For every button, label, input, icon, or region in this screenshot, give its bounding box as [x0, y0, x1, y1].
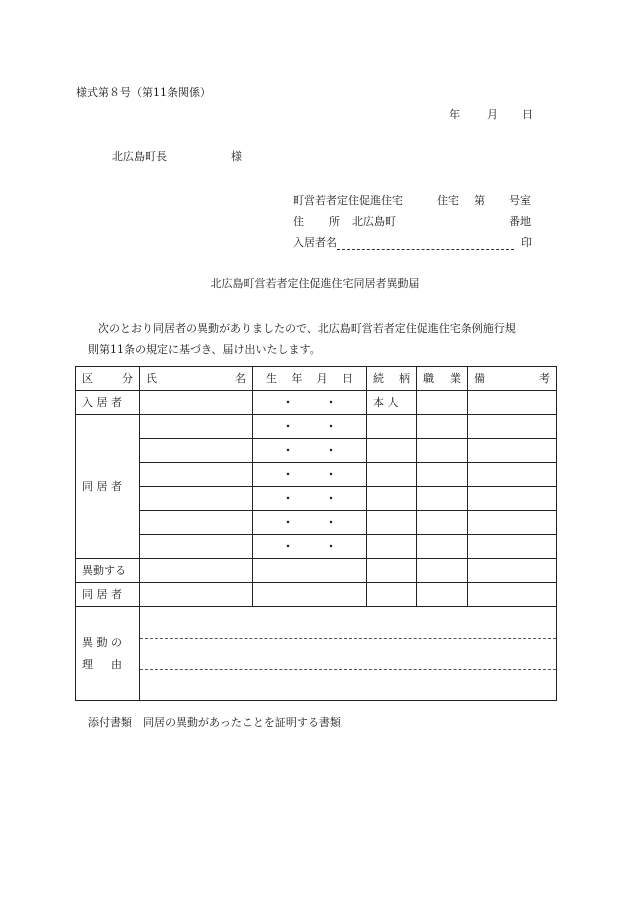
- occupation-cell[interactable]: [417, 511, 468, 535]
- relation-cell[interactable]: [367, 511, 417, 535]
- table-row: [76, 391, 557, 415]
- cohabitant-label: 同 居 者: [76, 415, 140, 559]
- date-month-label: 月: [487, 108, 498, 121]
- name-cell[interactable]: [140, 583, 253, 607]
- resident-name-text: 入居者名: [293, 236, 337, 249]
- body-text-line-2: 則第11条の規定に基づき、届け出いたします。: [88, 343, 321, 356]
- room-number-label: 号室: [509, 194, 531, 207]
- reason-dashed-line: [140, 638, 556, 639]
- birthdate-cell[interactable]: ・ ・: [253, 535, 367, 559]
- address-town: 北広島町: [352, 215, 396, 228]
- resident-name-label: [293, 236, 514, 250]
- name-cell[interactable]: [140, 439, 253, 463]
- notes-cell[interactable]: [468, 463, 557, 487]
- table-row: [76, 463, 557, 487]
- reason-input[interactable]: [140, 607, 557, 701]
- resident-relation: 本 人: [367, 391, 417, 415]
- attachment-note: 添付書類 同居の異動があったことを証明する書類: [88, 716, 341, 729]
- name-cell[interactable]: [140, 511, 253, 535]
- housing-dai-label: 第: [474, 194, 485, 207]
- addressee-honorific: 様: [231, 150, 242, 163]
- birthdate-cell[interactable]: ・ ・: [253, 415, 367, 439]
- table-row: [76, 415, 557, 439]
- header-name: 氏 名: [140, 367, 253, 391]
- notes-cell[interactable]: [468, 583, 557, 607]
- birthdate-cell[interactable]: [253, 583, 367, 607]
- table-row: [76, 439, 557, 463]
- addressee-name: 北広島町長: [112, 150, 167, 163]
- moving-label-1: 異動する: [76, 559, 140, 583]
- birthdate-cell[interactable]: ・ ・: [253, 391, 367, 415]
- table-row: [76, 487, 557, 511]
- relation-cell[interactable]: [367, 463, 417, 487]
- occupation-cell[interactable]: [417, 391, 468, 415]
- notes-cell[interactable]: [468, 415, 557, 439]
- table-row: [76, 511, 557, 535]
- header-occupation: 職 業: [417, 367, 468, 391]
- name-cell[interactable]: [140, 487, 253, 511]
- relation-cell[interactable]: [367, 583, 417, 607]
- reason-row: [76, 607, 557, 701]
- notes-cell[interactable]: [468, 487, 557, 511]
- address-label-2: 所: [329, 215, 340, 228]
- occupation-cell[interactable]: [417, 583, 468, 607]
- reason-label-line-1: 異 動 の: [82, 635, 122, 649]
- reason-label-line-2: 理 由: [82, 657, 122, 671]
- cohabitant-table: [75, 366, 557, 701]
- name-cell[interactable]: [140, 535, 253, 559]
- resident-name-line: [337, 237, 514, 250]
- name-cell[interactable]: [140, 391, 253, 415]
- header-relation: 続 柄: [367, 367, 417, 391]
- housing-unit-label: 住宅: [437, 194, 459, 207]
- birthdate-cell[interactable]: ・ ・: [253, 487, 367, 511]
- birthdate-cell[interactable]: ・ ・: [253, 463, 367, 487]
- occupation-cell[interactable]: [417, 487, 468, 511]
- birthdate-cell[interactable]: ・ ・: [253, 439, 367, 463]
- occupation-cell[interactable]: [417, 559, 468, 583]
- seal-mark: 印: [521, 236, 532, 249]
- table-header-row: [76, 367, 557, 391]
- relation-cell[interactable]: [367, 559, 417, 583]
- address-suffix: 番地: [509, 215, 531, 228]
- relation-cell[interactable]: [367, 487, 417, 511]
- table-row: [76, 583, 557, 607]
- table-row: [76, 535, 557, 559]
- relation-cell[interactable]: [367, 415, 417, 439]
- header-birthdate: 生 年 月 日: [253, 367, 367, 391]
- birthdate-cell[interactable]: ・ ・: [253, 511, 367, 535]
- document-title: 北広島町営若者定住促進住宅同居者異動届: [210, 277, 420, 290]
- notes-cell[interactable]: [468, 559, 557, 583]
- header-kubun: 区 分: [76, 367, 140, 391]
- reason-dashed-line: [140, 669, 556, 670]
- name-cell[interactable]: [140, 463, 253, 487]
- resident-row-label: 入 居 者: [76, 391, 140, 415]
- table-row: [76, 559, 557, 583]
- notes-cell[interactable]: [468, 439, 557, 463]
- name-cell[interactable]: [140, 559, 253, 583]
- name-cell[interactable]: [140, 415, 253, 439]
- notes-cell[interactable]: [468, 535, 557, 559]
- housing-label: 町営若者定住促進住宅: [293, 194, 403, 207]
- birthdate-cell[interactable]: [253, 559, 367, 583]
- body-text-line-1: 次のとおり同居者の異動がありましたので、北広島町営若者定住促進住宅条例施行規: [98, 322, 516, 335]
- occupation-cell[interactable]: [417, 535, 468, 559]
- moving-label-2: 同 居 者: [76, 583, 140, 607]
- date-year-label: 年: [449, 108, 460, 121]
- address-label-1: 住: [293, 215, 304, 228]
- occupation-cell[interactable]: [417, 439, 468, 463]
- form-number: 様式第８号（第11条関係）: [76, 86, 211, 99]
- relation-cell[interactable]: [367, 535, 417, 559]
- occupation-cell[interactable]: [417, 463, 468, 487]
- reason-label: [76, 607, 140, 701]
- notes-cell[interactable]: [468, 391, 557, 415]
- date-day-label: 日: [522, 108, 533, 121]
- notes-cell[interactable]: [468, 511, 557, 535]
- relation-cell[interactable]: [367, 439, 417, 463]
- header-notes: 備 考: [468, 367, 557, 391]
- occupation-cell[interactable]: [417, 415, 468, 439]
